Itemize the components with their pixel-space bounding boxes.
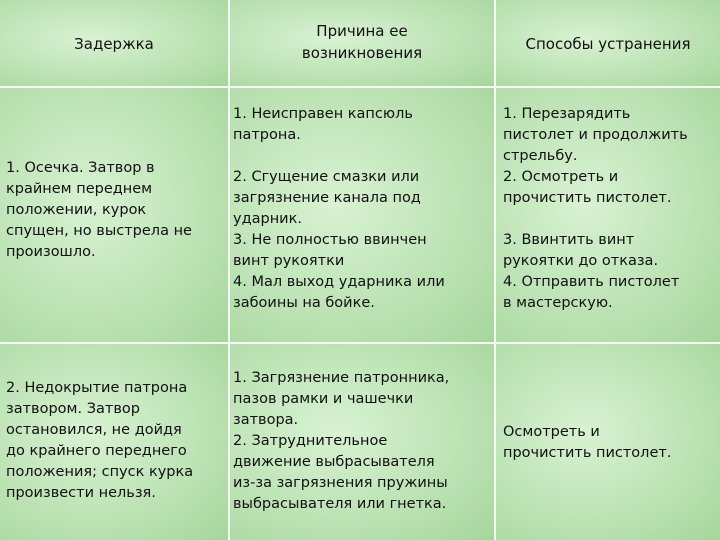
row1-fix: 1. Перезарядить пистолет и продолжить стрельбу. 2. Осмотреть и прочистить пистолет. 3. Ввинтить винт рукоятки до отказа. 4. Отправить пистолет в мастерскую. bbox=[503, 106, 688, 311]
header-cause: Причина ее возникновения bbox=[301, 22, 423, 62]
row-divider bbox=[0, 86, 720, 88]
row2-delay: 2. Недокрытие патрона затвором. Затвор остановился, не дойдя до крайнего переднего положения; спуск курка произвести нельзя. bbox=[6, 380, 194, 501]
row-divider bbox=[0, 342, 720, 344]
header-delay: Задержка bbox=[74, 35, 154, 53]
column-divider bbox=[494, 0, 496, 540]
column-divider bbox=[228, 0, 230, 540]
row1-cause: 1. Неисправен капсюль патрона. 2. Сгущение смазки или загрязнение канала под ударник. 3. Не полностью ввинчен винт рукоятки 4. Мал выход ударника или забоины на бойке. bbox=[233, 106, 445, 311]
row1-delay: 1. Осечка. Затвор в крайнем переднем положении, курок спущен, но выстрела не произошло. bbox=[6, 160, 192, 260]
row2-cause: 1. Загрязнение патронника, пазов рамки и чашечки затвора. 2. Затруднительное движение выбрасывателя из-за загрязнения пружины выбрасывателя или гнетка. bbox=[233, 370, 450, 512]
header-fix: Способы устранения bbox=[525, 35, 691, 53]
row2-fix: Осмотреть и прочистить пистолет. bbox=[503, 424, 672, 461]
